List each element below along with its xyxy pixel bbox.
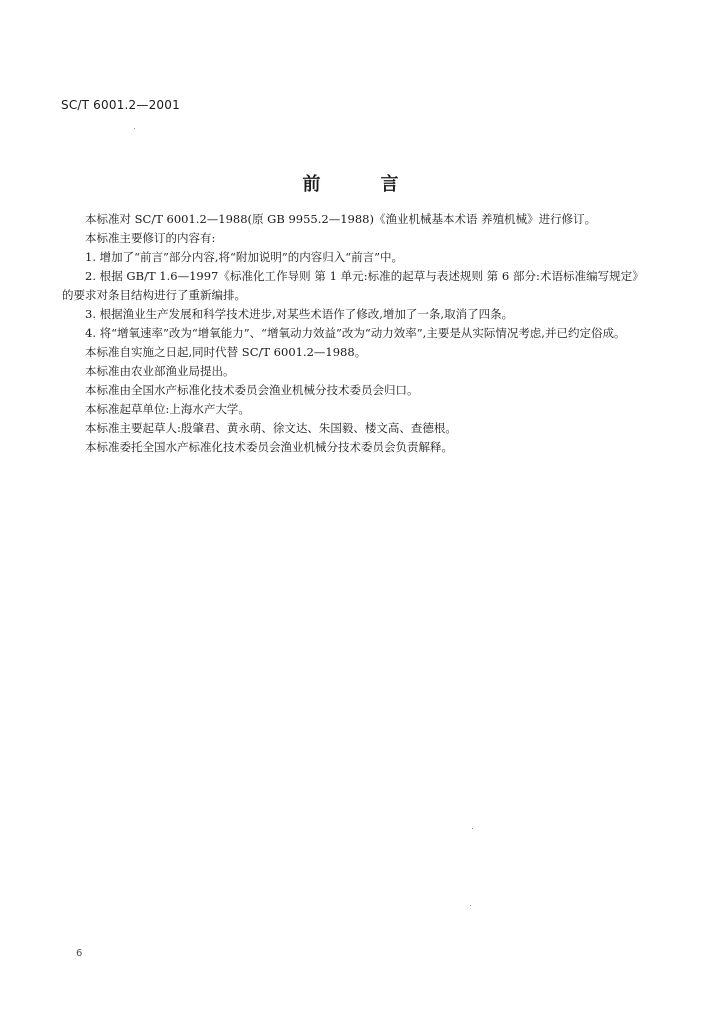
- paragraph-drafters: 本标准主要起草人:殷肇君、黄永萌、徐文达、朱国毅、楼文高、查德根。: [85, 421, 457, 435]
- foreword-body: [62, 210, 638, 457]
- paragraph-intro: 本标准对 SC/T 6001.2—1988(原 GB 9955.2—1988)《渔业机械基本术语 养殖机械》进行修订。: [85, 212, 597, 226]
- scan-speck: [472, 828, 473, 829]
- paragraph-item-2: 2. 根据 GB/T 1.6—1997《标准化工作导则 第 1 单元:标准的起草与表述规则 第 6 部分:术语标准编写规定》的要求对条目结构进行了重新编排。: [62, 269, 638, 302]
- paragraph-responsible: 本标准由全国水产标准化技术委员会渔业机械分技术委员会归口。: [85, 383, 419, 397]
- paragraph-proposer: 本标准由农业部渔业局提出。: [85, 364, 235, 378]
- page-number: 6: [76, 948, 83, 959]
- standard-code-header: SC/T 6001.2—2001: [61, 98, 180, 112]
- paragraph-drafting-unit: 本标准起草单位:上海水产大学。: [85, 402, 250, 416]
- paragraph-replacement: 本标准自实施之日起,同时代替 SC/T 6001.2—1988。: [85, 345, 367, 359]
- scan-speck: [470, 905, 471, 906]
- scan-speck: [134, 128, 135, 129]
- paragraph-item-1: 1. 增加了“前言”部分内容,将“附加说明”的内容归入“前言”中。: [85, 250, 404, 264]
- page-title: 前言: [302, 174, 459, 195]
- paragraph-item-3: 3. 根据渔业生产发展和科学技术进步,对某些术语作了修改,增加了一条,取消了四条。: [85, 307, 514, 321]
- paragraph-revision-heading: 本标准主要修订的内容有:: [85, 231, 216, 245]
- paragraph-item-4: 4. 将“增氧速率”改为“增氧能力”、“增氧动力效益”改为“动力效率”,主要是从实际情况考虑,并已约定俗成。: [85, 326, 626, 340]
- paragraph-interpretation: 本标准委托全国水产标准化技术委员会渔业机械分技术委员会负责解释。: [85, 440, 453, 454]
